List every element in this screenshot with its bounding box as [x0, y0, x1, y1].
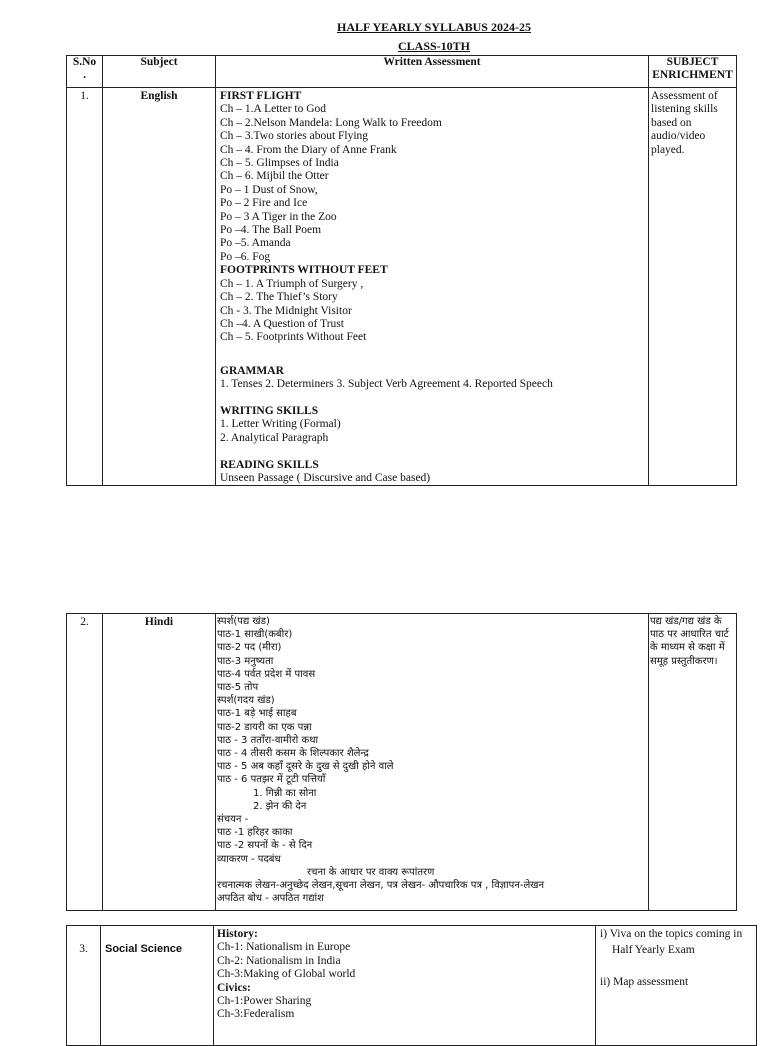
syllabus-line: पाठ-2 डायरी का एक पन्ना [217, 721, 312, 733]
table-row [67, 614, 737, 911]
syllabus-line: Ch – 2.Nelson Mandela: Long Walk to Freedom [220, 116, 442, 129]
syllabus-line: पाठ - 5 अब कहाँ दूसरे के दुख से दुखी होने वाले [217, 761, 394, 773]
syllabus-line: Po –6. Fog [220, 250, 271, 263]
enrichment-cell [596, 926, 757, 1046]
syllabus-line: स्पर्श(पद्य खंड) [217, 616, 270, 627]
syllabus-line: व्याकरण - पदबंध [217, 853, 281, 865]
syllabus-line: पाठ -1 हरिहर काका [217, 827, 293, 839]
syllabus-line: पाठ - 6 पतझर में टूटी पत्तियाँ [217, 774, 326, 786]
syllabus-line: Ch –4. A Question of Trust [220, 317, 344, 330]
syllabus-line: Ch-2: Nationalism in India [217, 954, 341, 967]
syllabus-line: Ch-1: Nationalism in Europe [217, 941, 351, 954]
row-subject: Hindi [103, 614, 216, 911]
table-row [67, 926, 757, 1046]
syllabus-table-social-science [66, 925, 757, 1046]
syllabus-line: Po – 1 Dust of Snow, [220, 183, 318, 196]
document-title: HALF YEARLY SYLLABUS 2024-25 [337, 20, 531, 34]
syllabus-line: पाठ-4 पर्वत प्रदेश में पावस [217, 668, 316, 680]
syllabus-line: रचनात्मक लेखन-अनुच्छेद लेखन,सूचना लेखन, पत्र लेखन- औपचारिक पत्र , विज्ञापन-लेखन [217, 880, 544, 892]
enrichment-cell: पद्य खंड/गद्य खंड के पाठ पर आधारित चार्ट के माध्यम से कक्षा में समूह प्रस्तुतीकरण। [649, 614, 737, 911]
enrichment-item: Half Yearly Exam [612, 944, 695, 957]
syllabus-line: पाठ -2 सपनों के - से दिन [217, 840, 313, 852]
section-heading: READING SKILLS [220, 458, 319, 471]
header-written-assessment: Written Assessment [216, 56, 649, 88]
syllabus-line: पाठ-3 मनुष्यता [217, 655, 274, 667]
syllabus-line: Po – 2 Fire and Ice [220, 197, 308, 210]
section-heading: Civics: [217, 981, 251, 994]
spacer [220, 345, 644, 365]
syllabus-line: Ch-3:Federalism [217, 1008, 295, 1021]
written-assessment-cell [216, 88, 649, 486]
row-sno: 1. [67, 88, 103, 486]
section-heading: WRITING SKILLS [220, 404, 319, 417]
row-sno: 2. [67, 614, 103, 911]
table-row [67, 88, 737, 486]
row-subject: Social Science [101, 926, 214, 1046]
syllabus-line: Ch – 1.A Letter to God [220, 103, 327, 116]
row-subject: English [103, 88, 216, 486]
written-assessment-cell [214, 926, 596, 1046]
syllabus-line: Ch – 1. A Triumph of Surgery , [220, 277, 364, 290]
syllabus-table-english [66, 55, 737, 486]
syllabus-line: रचना के आधार पर वाक्य रूपांतरण [307, 866, 435, 878]
enrichment-item: ii) Map assessment [600, 975, 689, 988]
section-heading: FOOTPRINTS WITHOUT FEET [220, 264, 388, 277]
syllabus-line: 1. गिन्नी का सोना [253, 787, 317, 799]
enrichment-cell: Assessment of listening skills based on audio/video played. [649, 88, 737, 486]
row-sno: 3. [67, 926, 101, 1046]
syllabus-line: 1. Letter Writing (Formal) [220, 418, 341, 431]
header-subject: Subject [103, 56, 216, 88]
syllabus-line: Unseen Passage ( Discursive and Case based) [220, 471, 431, 484]
syllabus-line: Ch – 2. The Thief’s Story [220, 291, 338, 304]
syllabus-line: Ch – 5. Glimpses of India [220, 157, 339, 170]
syllabus-line: पाठ-1 साखी(कबीर) [217, 629, 293, 641]
table-header-row [67, 56, 737, 88]
syllabus-line: पाठ - 4 तीसरी कसम के शिल्पकार शैलेन्द्र [217, 748, 369, 760]
syllabus-line: Po –4. The Ball Poem [220, 224, 322, 237]
syllabus-line: पाठ-2 पद (मीरा) [217, 642, 282, 654]
class-title: CLASS-10TH [397, 39, 471, 53]
syllabus-line: Ch - 3. The Midnight Visitor [220, 304, 352, 317]
syllabus-line: Ch – 4. From the Diary of Anne Frank [220, 143, 397, 156]
header-sno: S.No . [67, 56, 103, 88]
syllabus-line: 1. Tenses 2. Determiners 3. Subject Verb Agreement 4. Reported Speech [220, 378, 553, 391]
written-assessment-cell [216, 614, 649, 911]
syllabus-line: Ch – 5. Footprints Without Feet [220, 331, 367, 344]
syllabus-line: Po – 3 A Tiger in the Zoo [220, 210, 337, 223]
header-subject-enrichment: SUBJECT ENRICHMENT [649, 56, 737, 88]
section-heading: FIRST FLIGHT [220, 90, 302, 102]
section-heading: History: [217, 928, 258, 940]
syllabus-line: पाठ-5 तोप [217, 682, 259, 694]
syllabus-line: पाठ - 3 तताँरा-वामीरो कथा [217, 734, 319, 746]
syllabus-line: पाठ-1 बड़े भाई साहब [217, 708, 297, 720]
syllabus-line: अपठित बोध - अपठित गद्यांश [217, 893, 324, 905]
syllabus-line: Ch-3:Making of Global world [217, 968, 356, 981]
spacer [220, 445, 644, 458]
enrichment-item: i) Viva on the topics coming in [600, 928, 743, 940]
syllabus-line: Po –5. Amanda [220, 237, 291, 250]
syllabus-line: 2. Analytical Paragraph [220, 431, 329, 444]
spacer [220, 392, 644, 405]
syllabus-line: संचयन - [217, 814, 249, 826]
section-heading: GRAMMAR [220, 364, 284, 377]
syllabus-line: स्पर्श(गदय खंड) [217, 695, 275, 707]
syllabus-table-hindi [66, 613, 737, 911]
syllabus-line: Ch – 6. Mijbil the Otter [220, 170, 329, 183]
syllabus-line: 2. झेन की देन [253, 800, 307, 812]
syllabus-line: Ch – 3.Two stories about Flying [220, 130, 369, 143]
syllabus-line: Ch-1:Power Sharing [217, 995, 312, 1008]
